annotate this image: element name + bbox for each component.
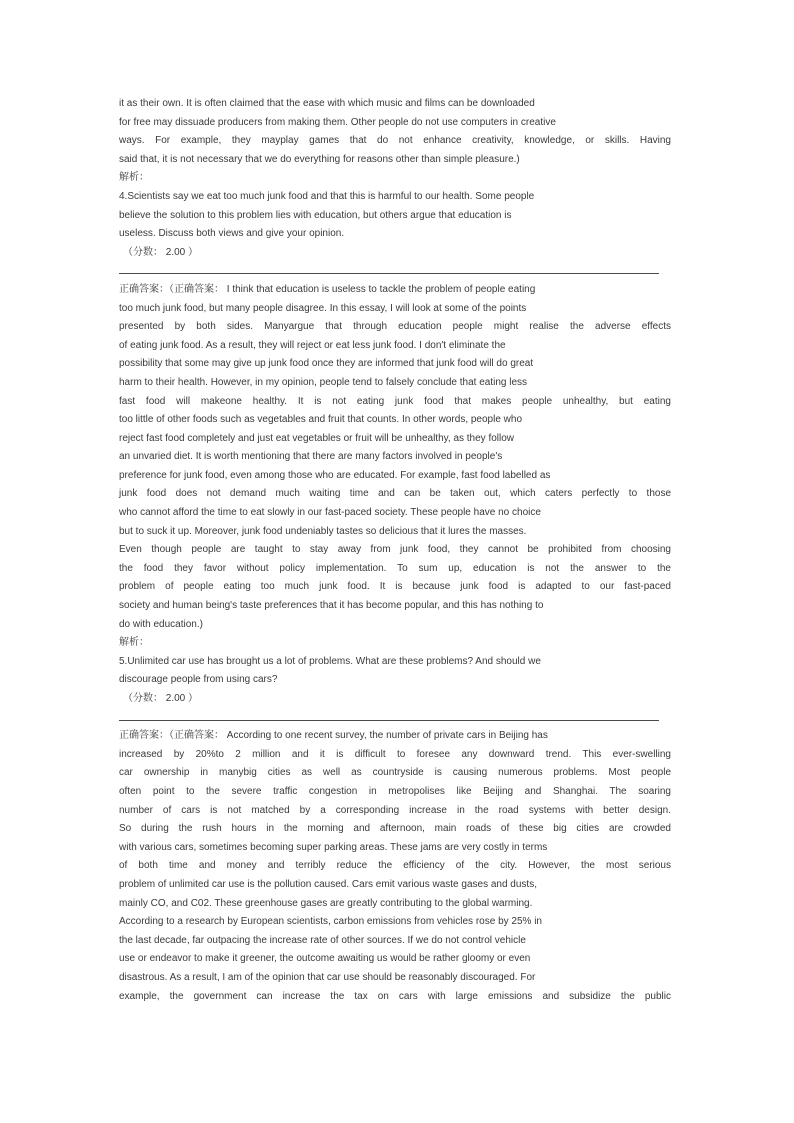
document-page bbox=[119, 95, 671, 1006]
text-line: disastrous. As a result, I am of the opinion that car use should be reasonably discouraged. For bbox=[119, 971, 536, 983]
text-line: problem of people eating too much junk food. It is because junk food is adapted to our fast-paced bbox=[119, 581, 671, 593]
separator-rule bbox=[119, 709, 671, 728]
text-line: an unvaried diet. It is worth mentioning that there are many factors involved in people's bbox=[119, 451, 503, 463]
separator-rule bbox=[119, 262, 671, 281]
text-line: do with education.) bbox=[119, 618, 203, 630]
text-line: So during the rush hours in the morning and afternoon, main roads of these big cities are crowded bbox=[119, 823, 671, 835]
text-line: too little of other foods such as vegetables and fruit that counts. In other words, people who bbox=[119, 414, 523, 426]
text-line: said that, it is not necessary that we do everything for reasons other than simple pleasure.) bbox=[119, 153, 520, 165]
text-line: of both time and money and terribly reduce the efficiency of the city. However, the most serious bbox=[119, 860, 671, 872]
text-line: preference for junk food, even among those who are educated. For example, fast food labelled as bbox=[119, 469, 551, 481]
text-line: but to suck it up. Moreover, junk food undeniably tastes so delicious that it lures the masses. bbox=[119, 525, 527, 537]
text-line: number of cars is not matched by a corresponding increase in the road systems with better design. bbox=[119, 804, 671, 816]
text-line: example, the government can increase the tax on cars with large emissions and subsidize the public bbox=[119, 990, 671, 1002]
text-line: According to a research by European scientists, carbon emissions from vehicles rose by 25% in bbox=[119, 916, 542, 928]
text-line: problem of unlimited car use is the pollution caused. Cars emit various waste gases and dusts, bbox=[119, 878, 537, 890]
text-line: junk food does not demand much waiting time and can be taken out, which caters perfectly to those bbox=[119, 488, 671, 500]
text-line: 正确答案：（正确答案： According to one recent survey, the number of private cars in Beijing has bbox=[119, 730, 548, 742]
text-line: for free may dissuade producers from making them. Other people do not use computers in creative bbox=[119, 116, 556, 128]
text-line: possibility that some may give up junk food once they are informed that junk food will do great bbox=[119, 358, 534, 370]
text-line: 5.Unlimited car use has brought us a lot of problems. What are these problems? And should we bbox=[119, 655, 541, 667]
text-line: presented by both sides. Manyargue that through education people might realise the adverse effects bbox=[119, 321, 671, 333]
text-line: discourage people from using cars? bbox=[119, 674, 278, 686]
text-line: who cannot afford the time to eat slowly in our fast-paced society. These people have no choice bbox=[119, 507, 541, 519]
text-line: car ownership in manybig cities as well as countryside is causing numerous problems. Most people bbox=[119, 767, 671, 779]
text-line: 4.Scientists say we eat too much junk food and that this is harmful to our health. Some people bbox=[119, 190, 535, 202]
text-line: mainly CO, and C02. These greenhouse gases are greatly contributing to the global warming. bbox=[119, 897, 533, 909]
text-line: increased by 20%to 2 million and it is difficult to foresee any downward trend. This ever-swelling bbox=[119, 748, 671, 760]
text-line: of eating junk food. As a result, they will reject or eat less junk food. I don't eliminate the bbox=[119, 339, 506, 351]
text-line: reject fast food completely and just eat vegetables or fruit will be unhealthy, as they follow bbox=[119, 432, 515, 444]
text-line: too much junk food, but many people disagree. In this essay, I will look at some of the points bbox=[119, 302, 527, 314]
text-line: the last decade, far outpacing the increase rate of other sources. If we do not control vehicle bbox=[119, 934, 526, 946]
text-line: believe the solution to this problem lies with education, but others argue that education is bbox=[119, 209, 512, 221]
text-line: use or endeavor to make it greener, the outcome awaiting us would be rather gloomy or even bbox=[119, 953, 531, 965]
text-line: ways. For example, they mayplay games that do not enhance creativity, knowledge, or skills. Having bbox=[119, 135, 671, 147]
text-line: often point to the severe traffic congestion in metropolises like Beijing and Shanghai. The soaring bbox=[119, 785, 671, 797]
score-line: （分数： 2.00 ） bbox=[123, 246, 199, 258]
text-line: society and human being's taste preferences that it has become popular, and this has nothing to bbox=[119, 600, 544, 612]
text-line: useless. Discuss both views and give your opinion. bbox=[119, 228, 345, 240]
text-line: harm to their health. However, in my opinion, people tend to falsely conclude that eating less bbox=[119, 376, 528, 388]
score-line: （分数： 2.00 ） bbox=[123, 693, 199, 704]
text-line: 正确答案：（正确答案： I think that education is useless to tackle the problem of people eating bbox=[119, 283, 536, 295]
text-line: Even though people are taught to stay away from junk food, they cannot be prohibited from choosing bbox=[119, 544, 671, 556]
text-line: fast food will makeone healthy. It is not eating junk food that makes people unhealthy, but eating bbox=[119, 395, 671, 407]
text-line: the food they favor without policy implementation. To sum up, education is not the answer to the bbox=[119, 562, 671, 574]
text-line: with various cars, sometimes becoming super parking areas. These jams are very costly in terms bbox=[119, 841, 548, 853]
text-line: it as their own. It is often claimed that the ease with which music and films can be downloaded bbox=[119, 98, 535, 109]
text-line: 解析： bbox=[119, 172, 149, 184]
text-line: 解析： bbox=[119, 637, 149, 649]
